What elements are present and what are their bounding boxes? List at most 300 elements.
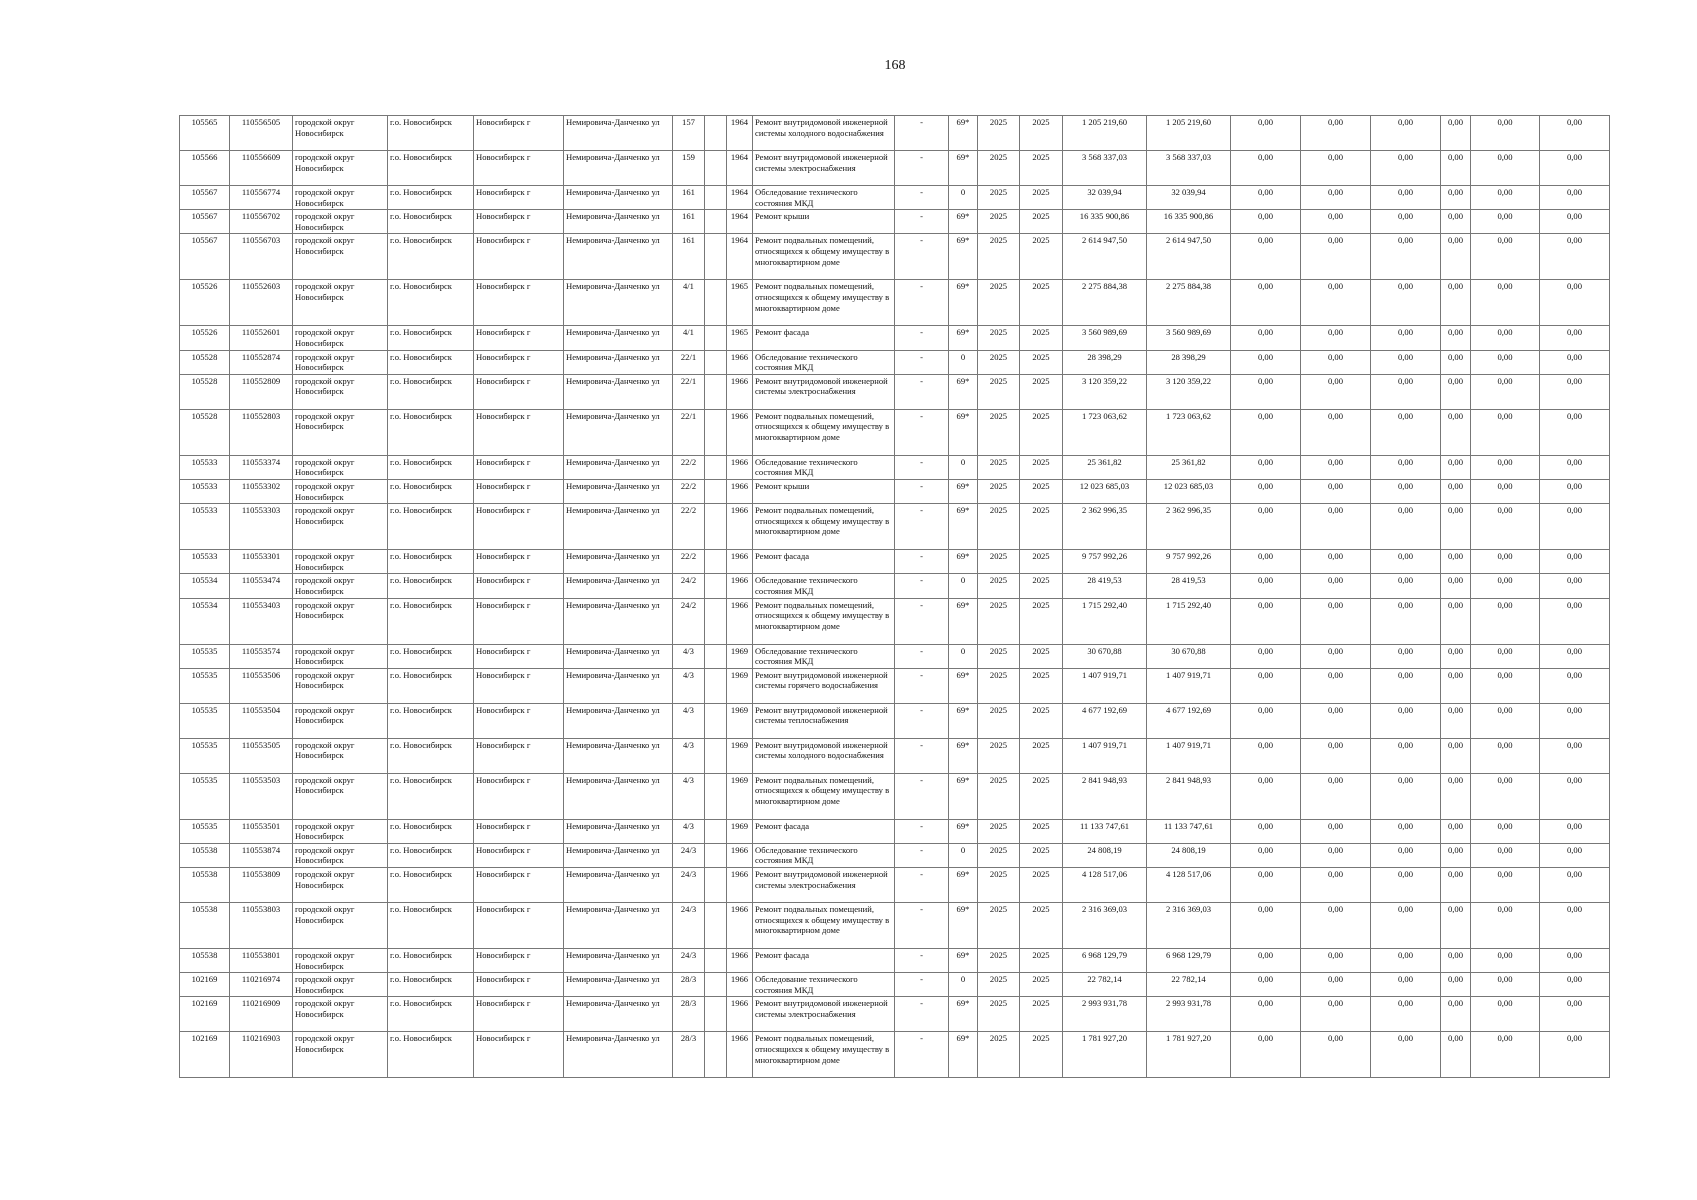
- cell-regional-funds: 0,00: [1301, 234, 1371, 280]
- cell-building: [705, 843, 727, 867]
- cell-local-funds: 0,00: [1371, 210, 1441, 234]
- cell-municipality: городской округ Новосибирск: [293, 234, 388, 280]
- cell-local-funds: 0,00: [1371, 151, 1441, 186]
- cell-street: Немировича-Данченко ул: [564, 738, 673, 773]
- cell-house-id: 105526: [180, 326, 230, 350]
- cell-local-funds: 0,00: [1371, 598, 1441, 644]
- cell-work-id: 110552803: [230, 409, 293, 455]
- cell-work-id: 110553374: [230, 455, 293, 479]
- cell-regional-funds: 0,00: [1301, 973, 1371, 997]
- cell-blank-mark: -: [895, 504, 949, 550]
- cell-work-id: 110552601: [230, 326, 293, 350]
- cell-house-number: 159: [673, 151, 705, 186]
- cell-street: Немировича-Данченко ул: [564, 409, 673, 455]
- table-row: [180, 668, 1610, 703]
- cell-owner-funds: 0,00: [1471, 550, 1540, 574]
- cell-plan-year-start: 2025: [978, 1032, 1020, 1078]
- cell-owner-funds: 0,00: [1471, 598, 1540, 644]
- cell-municipal-entity: г.о. Новосибирск: [388, 598, 474, 644]
- cell-year-built: 1966: [727, 374, 753, 409]
- cell-wear-percent: 69*: [949, 550, 978, 574]
- cell-fund-cost: 3 120 359,22: [1147, 374, 1231, 409]
- cell-work-type: Ремонт подвальных помещений, относящихся к общему имуществу в многоквартирном доме: [753, 504, 895, 550]
- cell-total-cost: 1 407 919,71: [1063, 668, 1147, 703]
- cell-federal-funds: 0,00: [1231, 973, 1301, 997]
- cell-wear-percent: 0: [949, 350, 978, 374]
- cell-municipality: городской округ Новосибирск: [293, 374, 388, 409]
- cell-municipal-entity: г.о. Новосибирск: [388, 738, 474, 773]
- cell-year-built: 1966: [727, 997, 753, 1032]
- cell-street: Немировича-Данченко ул: [564, 819, 673, 843]
- cell-federal-funds: 0,00: [1231, 234, 1301, 280]
- page-number: 168: [884, 58, 906, 73]
- cell-street: Немировича-Данченко ул: [564, 350, 673, 374]
- cell-owner-funds: 0,00: [1471, 350, 1540, 374]
- cell-owner-funds: 0,00: [1471, 409, 1540, 455]
- cell-plan-year-end: 2025: [1020, 773, 1063, 819]
- cell-work-id: 110553874: [230, 843, 293, 867]
- cell-other-funds: 0,00: [1441, 973, 1471, 997]
- cell-work-type: Обследование технического состояния МКД: [753, 574, 895, 598]
- cell-total-cost: 16 335 900,86: [1063, 210, 1147, 234]
- cell-locality: Новосибирск г: [474, 903, 564, 949]
- cell-municipal-entity: г.о. Новосибирск: [388, 350, 474, 374]
- cell-building: [705, 574, 727, 598]
- cell-additional-funds: 0,00: [1540, 949, 1610, 973]
- cell-locality: Новосибирск г: [474, 973, 564, 997]
- cell-local-funds: 0,00: [1371, 997, 1441, 1032]
- cell-additional-funds: 0,00: [1540, 455, 1610, 479]
- cell-fund-cost: 6 968 129,79: [1147, 949, 1231, 973]
- cell-work-id: 110553503: [230, 773, 293, 819]
- cell-total-cost: 9 757 992,26: [1063, 550, 1147, 574]
- table-row: [180, 1032, 1610, 1078]
- cell-local-funds: 0,00: [1371, 550, 1441, 574]
- cell-regional-funds: 0,00: [1301, 949, 1371, 973]
- cell-year-built: 1969: [727, 668, 753, 703]
- cell-plan-year-start: 2025: [978, 773, 1020, 819]
- cell-street: Немировича-Данченко ул: [564, 644, 673, 668]
- cell-municipal-entity: г.о. Новосибирск: [388, 234, 474, 280]
- cell-additional-funds: 0,00: [1540, 210, 1610, 234]
- cell-street: Немировича-Данченко ул: [564, 868, 673, 903]
- cell-wear-percent: 69*: [949, 868, 978, 903]
- cell-work-id: 110216903: [230, 1032, 293, 1078]
- cell-house-number: 22/2: [673, 504, 705, 550]
- cell-house-number: 24/2: [673, 598, 705, 644]
- table-row: [180, 116, 1610, 151]
- cell-federal-funds: 0,00: [1231, 326, 1301, 350]
- cell-blank-mark: -: [895, 374, 949, 409]
- cell-building: [705, 374, 727, 409]
- cell-locality: Новосибирск г: [474, 504, 564, 550]
- cell-other-funds: 0,00: [1441, 644, 1471, 668]
- cell-municipality: городской округ Новосибирск: [293, 843, 388, 867]
- cell-wear-percent: 69*: [949, 997, 978, 1032]
- cell-locality: Новосибирск г: [474, 151, 564, 186]
- cell-additional-funds: 0,00: [1540, 997, 1610, 1032]
- cell-locality: Новосибирск г: [474, 479, 564, 503]
- cell-total-cost: 2 362 996,35: [1063, 504, 1147, 550]
- cell-year-built: 1966: [727, 949, 753, 973]
- cell-owner-funds: 0,00: [1471, 843, 1540, 867]
- cell-municipal-entity: г.о. Новосибирск: [388, 949, 474, 973]
- cell-fund-cost: 16 335 900,86: [1147, 210, 1231, 234]
- cell-other-funds: 0,00: [1441, 843, 1471, 867]
- cell-fund-cost: 2 316 369,03: [1147, 903, 1231, 949]
- cell-municipal-entity: г.о. Новосибирск: [388, 903, 474, 949]
- cell-year-built: 1966: [727, 350, 753, 374]
- cell-municipality: городской округ Новосибирск: [293, 326, 388, 350]
- cell-plan-year-start: 2025: [978, 997, 1020, 1032]
- cell-wear-percent: 69*: [949, 374, 978, 409]
- cell-work-id: 110556703: [230, 234, 293, 280]
- cell-federal-funds: 0,00: [1231, 409, 1301, 455]
- cell-local-funds: 0,00: [1371, 234, 1441, 280]
- cell-regional-funds: 0,00: [1301, 116, 1371, 151]
- cell-plan-year-start: 2025: [978, 280, 1020, 326]
- cell-building: [705, 409, 727, 455]
- cell-year-built: 1966: [727, 479, 753, 503]
- cell-total-cost: 22 782,14: [1063, 973, 1147, 997]
- cell-other-funds: 0,00: [1441, 504, 1471, 550]
- cell-year-built: 1966: [727, 455, 753, 479]
- cell-building: [705, 550, 727, 574]
- cell-local-funds: 0,00: [1371, 668, 1441, 703]
- cell-year-built: 1966: [727, 550, 753, 574]
- cell-blank-mark: -: [895, 843, 949, 867]
- cell-building: [705, 703, 727, 738]
- cell-building: [705, 116, 727, 151]
- cell-locality: Новосибирск г: [474, 1032, 564, 1078]
- cell-house-number: 22/1: [673, 409, 705, 455]
- cell-year-built: 1964: [727, 116, 753, 151]
- cell-regional-funds: 0,00: [1301, 455, 1371, 479]
- cell-work-id: 110556505: [230, 116, 293, 151]
- cell-street: Немировича-Данченко ул: [564, 973, 673, 997]
- cell-plan-year-start: 2025: [978, 574, 1020, 598]
- cell-building: [705, 326, 727, 350]
- cell-blank-mark: -: [895, 973, 949, 997]
- cell-federal-funds: 0,00: [1231, 350, 1301, 374]
- cell-blank-mark: -: [895, 409, 949, 455]
- cell-house-id: 105535: [180, 738, 230, 773]
- cell-total-cost: 3 120 359,22: [1063, 374, 1147, 409]
- cell-fund-cost: 28 398,29: [1147, 350, 1231, 374]
- cell-year-built: 1964: [727, 186, 753, 210]
- cell-owner-funds: 0,00: [1471, 997, 1540, 1032]
- cell-house-number: 28/3: [673, 973, 705, 997]
- cell-local-funds: 0,00: [1371, 455, 1441, 479]
- cell-additional-funds: 0,00: [1540, 234, 1610, 280]
- cell-additional-funds: 0,00: [1540, 738, 1610, 773]
- cell-owner-funds: 0,00: [1471, 186, 1540, 210]
- cell-other-funds: 0,00: [1441, 116, 1471, 151]
- cell-house-id: 105535: [180, 644, 230, 668]
- cell-house-number: 28/3: [673, 1032, 705, 1078]
- cell-wear-percent: 69*: [949, 819, 978, 843]
- cell-fund-cost: 3 560 989,69: [1147, 326, 1231, 350]
- cell-work-type: Ремонт фасада: [753, 326, 895, 350]
- cell-work-id: 110553504: [230, 703, 293, 738]
- cell-locality: Новосибирск г: [474, 598, 564, 644]
- cell-total-cost: 1 723 063,62: [1063, 409, 1147, 455]
- cell-blank-mark: -: [895, 210, 949, 234]
- table-row: [180, 326, 1610, 350]
- cell-total-cost: 2 614 947,50: [1063, 234, 1147, 280]
- cell-additional-funds: 0,00: [1540, 668, 1610, 703]
- cell-blank-mark: -: [895, 574, 949, 598]
- cell-wear-percent: 69*: [949, 773, 978, 819]
- cell-locality: Новосибирск г: [474, 738, 564, 773]
- cell-locality: Новосибирск г: [474, 116, 564, 151]
- cell-house-id: 105567: [180, 234, 230, 280]
- cell-municipal-entity: г.о. Новосибирск: [388, 504, 474, 550]
- table-row: [180, 186, 1610, 210]
- cell-street: Немировича-Данченко ул: [564, 598, 673, 644]
- cell-municipal-entity: г.о. Новосибирск: [388, 843, 474, 867]
- table-row: [180, 843, 1610, 867]
- cell-year-built: 1966: [727, 409, 753, 455]
- cell-plan-year-end: 2025: [1020, 997, 1063, 1032]
- cell-other-funds: 0,00: [1441, 455, 1471, 479]
- table-row: [180, 973, 1610, 997]
- cell-plan-year-end: 2025: [1020, 186, 1063, 210]
- cell-municipal-entity: г.о. Новосибирск: [388, 703, 474, 738]
- cell-municipality: городской округ Новосибирск: [293, 773, 388, 819]
- table-row: [180, 550, 1610, 574]
- cell-building: [705, 997, 727, 1032]
- cell-work-type: Обследование технического состояния МКД: [753, 843, 895, 867]
- cell-street: Немировича-Данченко ул: [564, 479, 673, 503]
- cell-municipality: городской округ Новосибирск: [293, 574, 388, 598]
- cell-owner-funds: 0,00: [1471, 234, 1540, 280]
- cell-house-number: 24/3: [673, 843, 705, 867]
- cell-municipality: городской округ Новосибирск: [293, 973, 388, 997]
- cell-owner-funds: 0,00: [1471, 903, 1540, 949]
- cell-house-id: 105535: [180, 703, 230, 738]
- cell-total-cost: 24 808,19: [1063, 843, 1147, 867]
- cell-wear-percent: 0: [949, 574, 978, 598]
- cell-local-funds: 0,00: [1371, 326, 1441, 350]
- cell-plan-year-end: 2025: [1020, 903, 1063, 949]
- cell-year-built: 1966: [727, 574, 753, 598]
- cell-house-number: 4/3: [673, 644, 705, 668]
- cell-building: [705, 949, 727, 973]
- cell-locality: Новосибирск г: [474, 949, 564, 973]
- cell-blank-mark: -: [895, 738, 949, 773]
- cell-plan-year-start: 2025: [978, 738, 1020, 773]
- cell-other-funds: 0,00: [1441, 574, 1471, 598]
- cell-work-type: Ремонт внутридомовой инженерной системы электроснабжения: [753, 997, 895, 1032]
- table-row: [180, 504, 1610, 550]
- cell-local-funds: 0,00: [1371, 644, 1441, 668]
- cell-owner-funds: 0,00: [1471, 819, 1540, 843]
- cell-year-built: 1966: [727, 868, 753, 903]
- cell-municipal-entity: г.о. Новосибирск: [388, 1032, 474, 1078]
- cell-fund-cost: 3 568 337,03: [1147, 151, 1231, 186]
- cell-building: [705, 504, 727, 550]
- cell-year-built: 1966: [727, 598, 753, 644]
- cell-year-built: 1964: [727, 234, 753, 280]
- cell-work-type: Ремонт подвальных помещений, относящихся к общему имуществу в многоквартирном доме: [753, 234, 895, 280]
- cell-wear-percent: 69*: [949, 116, 978, 151]
- cell-work-id: 110552603: [230, 280, 293, 326]
- cell-regional-funds: 0,00: [1301, 350, 1371, 374]
- cell-wear-percent: 69*: [949, 479, 978, 503]
- cell-wear-percent: 69*: [949, 1032, 978, 1078]
- table-row: [180, 409, 1610, 455]
- cell-owner-funds: 0,00: [1471, 738, 1540, 773]
- cell-year-built: 1966: [727, 973, 753, 997]
- cell-total-cost: 28 398,29: [1063, 350, 1147, 374]
- table-row: [180, 455, 1610, 479]
- cell-work-id: 110553809: [230, 868, 293, 903]
- cell-work-id: 110553302: [230, 479, 293, 503]
- cell-street: Немировича-Данченко ул: [564, 949, 673, 973]
- cell-year-built: 1966: [727, 504, 753, 550]
- cell-additional-funds: 0,00: [1540, 504, 1610, 550]
- cell-municipal-entity: г.о. Новосибирск: [388, 819, 474, 843]
- cell-locality: Новосибирск г: [474, 644, 564, 668]
- table-row: [180, 738, 1610, 773]
- cell-regional-funds: 0,00: [1301, 550, 1371, 574]
- cell-plan-year-start: 2025: [978, 326, 1020, 350]
- cell-other-funds: 0,00: [1441, 210, 1471, 234]
- cell-work-type: Обследование технического состояния МКД: [753, 350, 895, 374]
- table-row: [180, 598, 1610, 644]
- cell-local-funds: 0,00: [1371, 116, 1441, 151]
- cell-blank-mark: -: [895, 280, 949, 326]
- cell-owner-funds: 0,00: [1471, 703, 1540, 738]
- cell-municipality: городской округ Новосибирск: [293, 280, 388, 326]
- cell-year-built: 1969: [727, 703, 753, 738]
- cell-year-built: 1969: [727, 644, 753, 668]
- cell-blank-mark: -: [895, 455, 949, 479]
- cell-house-number: 4/1: [673, 280, 705, 326]
- cell-year-built: 1969: [727, 819, 753, 843]
- cell-street: Немировича-Данченко ул: [564, 550, 673, 574]
- cell-owner-funds: 0,00: [1471, 973, 1540, 997]
- cell-additional-funds: 0,00: [1540, 598, 1610, 644]
- cell-work-id: 110553506: [230, 668, 293, 703]
- cell-house-id: 105533: [180, 479, 230, 503]
- cell-locality: Новосибирск г: [474, 350, 564, 374]
- cell-building: [705, 819, 727, 843]
- cell-blank-mark: -: [895, 868, 949, 903]
- cell-municipality: городской округ Новосибирск: [293, 598, 388, 644]
- cell-year-built: 1965: [727, 280, 753, 326]
- cell-local-funds: 0,00: [1371, 703, 1441, 738]
- cell-blank-mark: -: [895, 668, 949, 703]
- cell-other-funds: 0,00: [1441, 868, 1471, 903]
- cell-plan-year-start: 2025: [978, 504, 1020, 550]
- cell-wear-percent: 69*: [949, 903, 978, 949]
- cell-municipality: городской округ Новосибирск: [293, 1032, 388, 1078]
- cell-regional-funds: 0,00: [1301, 409, 1371, 455]
- cell-fund-cost: 12 023 685,03: [1147, 479, 1231, 503]
- cell-work-id: 110553574: [230, 644, 293, 668]
- cell-additional-funds: 0,00: [1540, 326, 1610, 350]
- cell-federal-funds: 0,00: [1231, 903, 1301, 949]
- cell-building: [705, 210, 727, 234]
- cell-blank-mark: -: [895, 234, 949, 280]
- cell-house-id: 105565: [180, 116, 230, 151]
- cell-street: Немировича-Данченко ул: [564, 504, 673, 550]
- cell-year-built: 1964: [727, 210, 753, 234]
- cell-fund-cost: 11 133 747,61: [1147, 819, 1231, 843]
- cell-locality: Новосибирск г: [474, 773, 564, 819]
- cell-wear-percent: 69*: [949, 668, 978, 703]
- cell-work-type: Ремонт подвальных помещений, относящихся к общему имуществу в многоквартирном доме: [753, 773, 895, 819]
- cell-street: Немировича-Данченко ул: [564, 234, 673, 280]
- cell-owner-funds: 0,00: [1471, 151, 1540, 186]
- cell-additional-funds: 0,00: [1540, 280, 1610, 326]
- cell-municipal-entity: г.о. Новосибирск: [388, 773, 474, 819]
- cell-additional-funds: 0,00: [1540, 773, 1610, 819]
- cell-blank-mark: -: [895, 1032, 949, 1078]
- cell-locality: Новосибирск г: [474, 409, 564, 455]
- cell-municipality: городской округ Новосибирск: [293, 550, 388, 574]
- cell-street: Немировича-Данченко ул: [564, 1032, 673, 1078]
- cell-year-built: 1969: [727, 773, 753, 819]
- cell-house-number: 161: [673, 186, 705, 210]
- cell-street: Немировича-Данченко ул: [564, 374, 673, 409]
- cell-plan-year-start: 2025: [978, 455, 1020, 479]
- cell-other-funds: 0,00: [1441, 598, 1471, 644]
- cell-plan-year-start: 2025: [978, 186, 1020, 210]
- cell-blank-mark: -: [895, 997, 949, 1032]
- cell-total-cost: 1 715 292,40: [1063, 598, 1147, 644]
- cell-house-number: 22/2: [673, 550, 705, 574]
- cell-street: Немировича-Данченко ул: [564, 151, 673, 186]
- cell-work-type: Ремонт внутридомовой инженерной системы теплоснабжения: [753, 703, 895, 738]
- cell-house-number: 161: [673, 210, 705, 234]
- cell-wear-percent: 69*: [949, 210, 978, 234]
- cell-total-cost: 32 039,94: [1063, 186, 1147, 210]
- cell-blank-mark: -: [895, 819, 949, 843]
- cell-additional-funds: 0,00: [1540, 116, 1610, 151]
- cell-plan-year-end: 2025: [1020, 151, 1063, 186]
- cell-plan-year-start: 2025: [978, 598, 1020, 644]
- cell-regional-funds: 0,00: [1301, 374, 1371, 409]
- cell-owner-funds: 0,00: [1471, 644, 1540, 668]
- cell-plan-year-end: 2025: [1020, 409, 1063, 455]
- cell-wear-percent: 0: [949, 186, 978, 210]
- cell-fund-cost: 24 808,19: [1147, 843, 1231, 867]
- cell-locality: Новосибирск г: [474, 843, 564, 867]
- cell-municipality: городской округ Новосибирск: [293, 151, 388, 186]
- table-row: [180, 280, 1610, 326]
- cell-municipality: городской округ Новосибирск: [293, 949, 388, 973]
- cell-locality: Новосибирск г: [474, 703, 564, 738]
- cell-work-id: 110553301: [230, 550, 293, 574]
- cell-other-funds: 0,00: [1441, 234, 1471, 280]
- cell-locality: Новосибирск г: [474, 574, 564, 598]
- cell-building: [705, 773, 727, 819]
- cell-locality: Новосибирск г: [474, 210, 564, 234]
- cell-street: Немировича-Данченко ул: [564, 116, 673, 151]
- cell-plan-year-end: 2025: [1020, 644, 1063, 668]
- cell-fund-cost: 2 841 948,93: [1147, 773, 1231, 819]
- cell-owner-funds: 0,00: [1471, 479, 1540, 503]
- cell-additional-funds: 0,00: [1540, 550, 1610, 574]
- cell-street: Немировича-Данченко ул: [564, 455, 673, 479]
- table-row: [180, 210, 1610, 234]
- cell-municipal-entity: г.о. Новосибирск: [388, 973, 474, 997]
- cell-building: [705, 668, 727, 703]
- cell-fund-cost: 1 205 219,60: [1147, 116, 1231, 151]
